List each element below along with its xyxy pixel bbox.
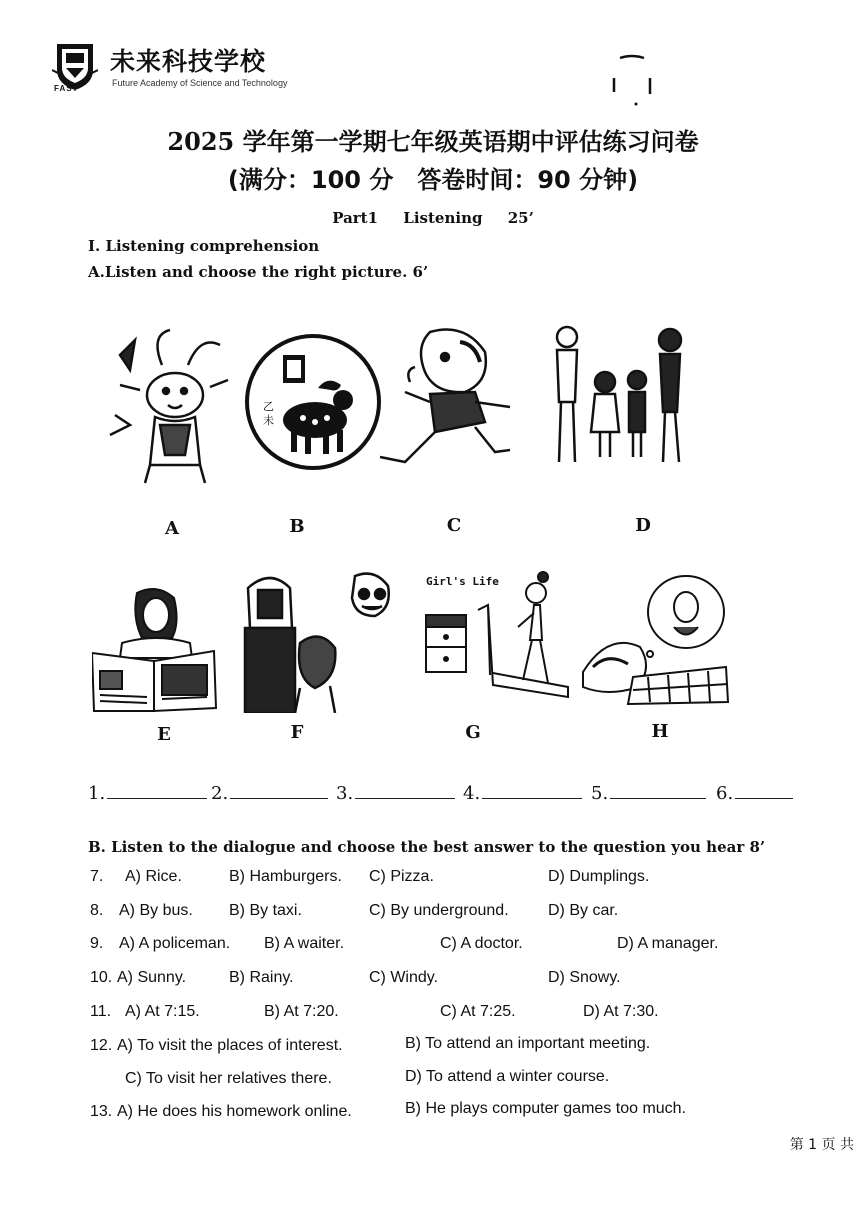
section-b-instruction: B. Listen to the dialogue and choose the best answer to the question you hear 8’ [88, 838, 766, 856]
answer-number-3: 3. [336, 783, 354, 804]
q13-option-a[interactable]: A) He does his homework online. [117, 1103, 352, 1120]
q10-option-c[interactable]: C) Windy. [369, 969, 439, 986]
answer-blank-5[interactable] [591, 780, 706, 804]
q12-option-b[interactable]: B) To attend an important meeting. [405, 1035, 651, 1052]
sleeping-girl-dreaming-icon [578, 572, 730, 707]
picture-g-sign-text: Girl's Life [426, 575, 499, 588]
picture-label-g: G [465, 722, 481, 743]
picture-label-d: D [635, 515, 651, 536]
school-logo [52, 40, 98, 92]
corner-bracket-mark [606, 50, 658, 110]
answer-blank-3[interactable] [336, 780, 455, 804]
exam-subtitle: (满分：100 分 答卷时间：90 分钟) [227, 166, 639, 194]
q9-option-a[interactable]: A) A policeman. [119, 935, 231, 952]
q7-option-a[interactable]: A) Rice. [125, 868, 182, 885]
q11-option-a[interactable]: A) At 7:15. [125, 1003, 200, 1020]
picture-label-b: B [289, 516, 305, 537]
part-title [0, 209, 866, 227]
answer-number-5: 5. [591, 783, 609, 804]
q12-option-c[interactable]: C) To visit her relatives there. [125, 1070, 332, 1087]
answer-number-1: 1. [88, 783, 106, 804]
q13-option-b[interactable]: B) He plays computer games too much. [405, 1100, 687, 1117]
q9-option-c[interactable]: C) A doctor. [440, 935, 523, 952]
q8-option-c[interactable]: C) By underground. [369, 902, 509, 919]
q7-option-c[interactable]: C) Pizza. [369, 868, 434, 885]
answer-blank-2[interactable] [211, 780, 328, 804]
section-title: I. Listening comprehension [88, 237, 320, 255]
svg-text:未: 未 [263, 414, 274, 427]
q8-option-a[interactable]: A) By bus. [119, 902, 193, 919]
part-score: 25’ [507, 209, 534, 227]
part-topic: Listening [403, 209, 483, 227]
logo-caption: FAST [54, 84, 79, 93]
school-name: 未来科技学校 [110, 47, 267, 76]
goat-paper-cut-icon [243, 330, 383, 475]
section-a-instruction: A.Listen and choose the right picture. 6’ [88, 263, 429, 281]
question-number-12: 12. [90, 1037, 113, 1054]
q8-option-b[interactable]: B) By taxi. [229, 902, 302, 919]
family-icon [545, 322, 695, 467]
question-number-7: 7. [90, 868, 104, 885]
q12-option-d[interactable]: D) To attend a winter course. [405, 1068, 610, 1085]
answer-number-2: 2. [211, 783, 229, 804]
page-number: 第 1 页 共 [789, 1137, 854, 1153]
question-number-8: 8. [90, 902, 104, 919]
woman-reading-newspaper-icon [92, 583, 217, 713]
q9-option-b[interactable]: B) A waiter. [264, 935, 345, 952]
q11-option-d[interactable]: D) At 7:30. [583, 1003, 659, 1020]
question-number-13: 13. [90, 1103, 113, 1120]
q11-option-c[interactable]: C) At 7:25. [440, 1003, 516, 1020]
running-cartoon-icon [375, 322, 520, 472]
picture-label-h: H [651, 721, 669, 742]
q11-option-b[interactable]: B) At 7:20. [264, 1003, 339, 1020]
picture-label-c: C [446, 515, 462, 536]
question-number-11: 11. [90, 1003, 112, 1020]
svg-text:乙: 乙 [263, 400, 274, 413]
girl-on-treadmill-icon [418, 565, 573, 705]
q10-option-a[interactable]: A) Sunny. [117, 969, 187, 986]
exam-title: 2025 学年第一学期七年级英语期中评估练习问卷 [167, 127, 699, 156]
q10-option-d[interactable]: D) Snowy. [548, 969, 621, 986]
picture-label-a: A [165, 518, 179, 539]
q10-option-b[interactable]: B) Rainy. [229, 969, 294, 986]
answer-blank-6[interactable] [716, 780, 793, 804]
q7-option-b[interactable]: B) Hamburgers. [229, 868, 342, 885]
question-number-9: 9. [90, 935, 104, 952]
q8-option-d[interactable]: D) By car. [548, 902, 619, 919]
picture-label-e: E [157, 724, 171, 745]
answer-blank-4[interactable] [463, 780, 582, 804]
answer-number-4: 4. [463, 783, 481, 804]
q12-option-a[interactable]: A) To visit the places of interest. [117, 1037, 343, 1054]
school-subtitle: Future Academy of Science and Technology [112, 78, 288, 88]
q7-option-d[interactable]: D) Dumplings. [548, 868, 650, 885]
answer-number-6: 6. [716, 783, 734, 804]
picture-label-f: F [290, 722, 304, 743]
q9-option-d[interactable]: D) A manager. [617, 935, 719, 952]
masked-figures-icon [240, 568, 400, 713]
question-number-10: 10. [90, 969, 113, 986]
goat-cartoon-icon [100, 325, 235, 485]
answer-blank-1[interactable] [88, 780, 207, 804]
part-name: Part1 [332, 209, 379, 227]
